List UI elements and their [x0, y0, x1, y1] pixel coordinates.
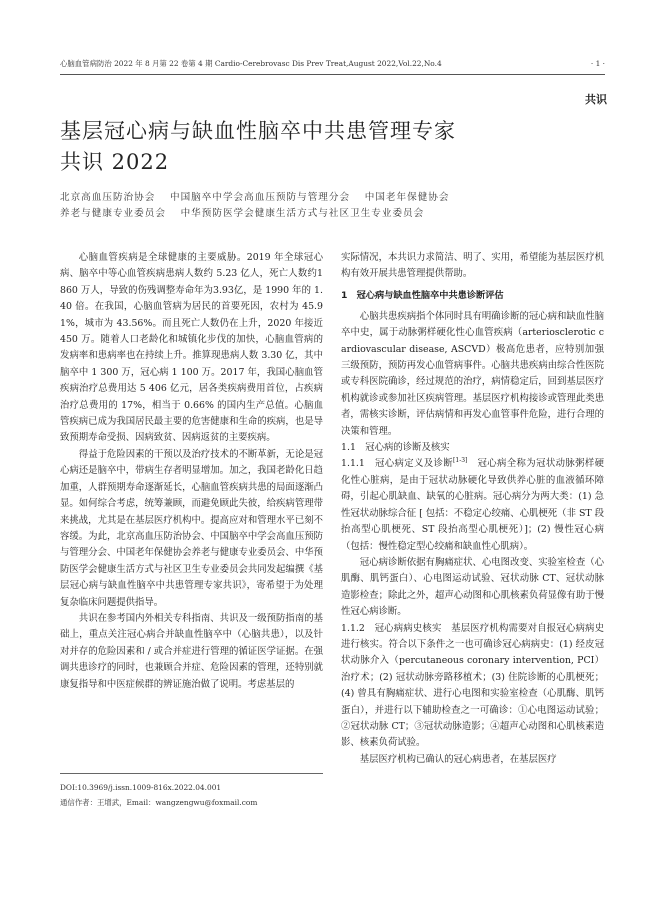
paragraph — [341, 621, 604, 752]
author-org-4: 养老与健康专业委员会 — [60, 208, 166, 219]
doi: DOI:10.3969/j.issn.1009-816x.2022.04.001 — [60, 783, 222, 792]
paragraph: 得益于危险因素的干预以及治疗技术的不断革新，无论是冠心病还是脑卒中，带病生存者明显增加。加之，我国老龄化日趋加重，人群预期寿命逐渐延长，心脑血管疾病共患的局面逐渐凸显。如何综合考虑，统筹兼顾，而避免顾此失彼，给疾病管理带来挑战，尤其是在基层医疗机构中。提高应对和管理水平已刻不容缓。为此，北京高血压防治协会、中国脑卒中学会高血压预防与管理分会、中国老年保健协会养老与健康专业委员会、中华预防医学会健康生活方式与社区卫生专业委员会共同发起编撰《基层冠心病与缺血性脑卒中共患管理专家共识》，寄希望于为处理复杂临床问题提供指导。 — [60, 448, 323, 608]
paragraph: 共识在参考国内外相关专科指南、共识及一级预防指南的基础上，重点关注冠心病合并缺血性脑卒中（心脑共患），以及针对并存的危险因素和 / 或合并症进行管理的循证医学证据。在强调共患诊疗的同时，也兼顾合并症、危险因素的管理，还特别就康复指导和中医症候群的辨证施治做了说明。考虑基层的 — [60, 612, 323, 690]
paragraph — [341, 456, 604, 554]
journal-info: 心脑血管病防治 2022 年 8 月第 22 卷第 4 期 Cardio-Cerebrovasc Dis Prev Treat,August 2022,Vol.22,No.4 — [60, 59, 442, 68]
section-tag: 共识 — [585, 93, 607, 106]
paragraph: 心脑血管疾病是全球健康的主要威胁。2019 年全球冠心病、脑卒中等心血管疾病患病人数约 5.23 亿人，死亡人数约1860 万人，导致的伤残调整寿命年为3.93亿，是 1990 年的 1.40 倍。在我国，心脑血管病为居民的首要死因，农村为 45.91%，城市为 43.56%。而且死亡人数仍在上升，2020 年接近 450 万。随着人口老龄化和城镇化步伐的加快，心脑血管病的发病率和患病率也在持续上升。推算现患病人数 3.30 亿，其中脑卒中 1 300 万，冠心病 1 100 万。2017 年，我国心脑血管疾病治疗总费用达 5 406 亿元，居各类疾病费用首位，占疾病治疗总费用的 17%，相当于 0.66% 的国内生产总值。心脑血管疾病已成为我国居民最主要的危害健康和生命的疾病，也是导致预期寿命受损、因病致贫、因病返贫的主要疾病。 — [60, 252, 323, 444]
right-column — [341, 250, 604, 768]
paragraph: 基层医疗机构已确认的冠心病患者，在基层医疗 — [359, 753, 557, 765]
paragraph: 心脑共患疾病指个体同时具有明确诊断的冠心病和缺血性脑卒中史，属于动脉粥样硬化性心血管疾病（arteriosclerotic cardiovascular disease, ASCVD）极高危患者，应特别加强三级预防，预防再发心血管病事件。心脑共患疾病由综合性医院或专科医院确诊，经过规范的治疗，病情稳定后，回到基层医疗机构就诊或参加社区疾病管理。基层医疗机构接诊或管理此类患者，需核实诊断，评估病情和再发心血管事件危险，进行合理的决策和管理。 — [341, 310, 604, 437]
footnote — [60, 773, 323, 810]
author-organizations — [60, 190, 605, 222]
paragraph-text: 冠心病全称为冠状动脉粥样硬化性心脏病，是由于冠状动脉硬化导致供养心脏的血液循环障碍，引起心肌缺血、缺氧的心脏病。冠心病分为两大类：(1) 急性冠状动脉综合征 [ 包括：不稳定心绞痛、心肌梗死（非 ST 段抬高型心肌梗死、ST 段抬高型心肌梗死）]；(2) 慢性冠心病（包括：慢性稳定型心绞痛和缺血性心肌病）。 — [341, 458, 604, 552]
subsection-heading-1-1-2: 1.1.2 冠心病病史核实 — [341, 622, 442, 634]
author-org-1: 北京高血压防治协会 — [60, 192, 156, 203]
paragraph: 实际情况，本共识力求简洁、明了、实用，希望能为基层医疗机构有效开展共患管理提供帮助。 — [341, 252, 604, 280]
section-heading-1-1: 1.1 冠心病的诊断及核实 — [341, 442, 450, 454]
running-header — [60, 58, 605, 75]
corresponding-author: 通信作者：王增武，Email：wangzengwu@foxmail.com — [60, 798, 258, 807]
citation: [1-3] — [453, 457, 468, 465]
author-org-5: 中华预防医学会健康生活方式与社区卫生专业委员会 — [180, 208, 425, 219]
page-number: · 1 · — [590, 59, 605, 68]
subsection-heading-1-1-1: 1.1.1 冠心病定义及诊断 — [341, 458, 454, 470]
paper-title — [60, 116, 605, 178]
paragraph: 冠心病诊断依据有胸痛症状、心电图改变、实验室检查（心肌酶、肌钙蛋白）、心电图运动试验、冠状动脉 CT、冠状动脉造影检查；除此之外，超声心动图和心肌核素负荷显像有助于慢性冠心病诊断。 — [341, 556, 604, 618]
author-org-2: 中国脑卒中学会高血压预防与管理分会 — [170, 192, 351, 203]
title-line-2: 共识 2022 — [60, 150, 170, 174]
title-line-1: 基层冠心病与缺血性脑卒中共患管理专家 — [60, 119, 456, 143]
left-column — [60, 250, 323, 693]
paragraph-text: 基层医疗机构需要对自报冠心病病史进行核实。符合以下条件之一也可确诊冠心病病史：(1) 经皮冠状动脉介入（percutaneous coronary intervention, PCI）治疗术；(2) 冠状动脉旁路移植术；(3) 住院诊断的心肌梗死；(4) 曾具有胸痛症状、进行心电图和实验室检查（心肌酶、肌钙蛋白），并进行以下辅助检查之一可确诊：①心电图运动试验；②冠状动脉 CT；③冠状动脉造影；④超声心动图和心肌核素造影、核素负荷试验。 — [341, 622, 604, 749]
author-org-3: 中国老年保健协会 — [364, 192, 450, 203]
section-heading-1: 1 冠心病与缺血性脑卒中共患诊断评估 — [341, 289, 504, 301]
